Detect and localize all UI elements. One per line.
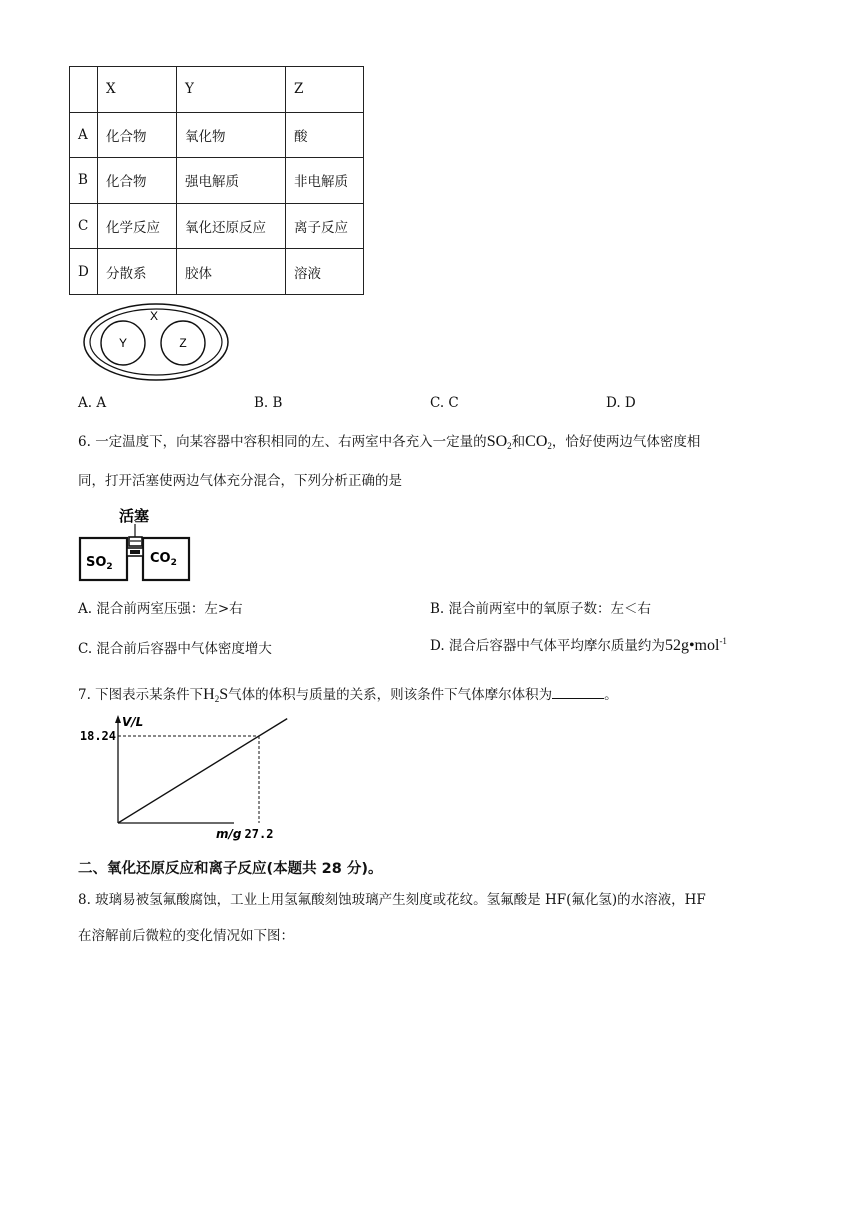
table-row	[70, 112, 364, 158]
q6-number: 6.	[78, 434, 91, 450]
table-cell: 化学反应	[98, 203, 177, 249]
q5-option-c: C. C	[430, 395, 459, 411]
section-heading: 二、氧化还原反应和离子反应(本题共 28 分)。	[78, 861, 383, 877]
table-cell: Y	[177, 67, 286, 113]
table-cell	[70, 67, 98, 113]
table-cell: 氧化物	[177, 112, 286, 158]
q6-option-b: B. 混合前两室中的氧原子数：左＜右	[430, 601, 652, 617]
q6-option-d: D. 混合后容器中气体平均摩尔质量约为52g•mol$^{-1}$	[430, 636, 727, 654]
table-row	[70, 203, 364, 249]
table-cell: Z	[286, 67, 364, 113]
q6-text-b: ，恰好使两边气体密度相	[551, 434, 701, 450]
table-cell: B	[70, 158, 98, 204]
x-tick-label: 27.2	[244, 827, 274, 841]
table-cell: X	[98, 67, 177, 113]
table-cell: D	[70, 249, 98, 295]
chamber-label-co2: $CO_2$	[150, 551, 177, 568]
q6-line-2: 同，打开活塞使两边气体充分混合，下列分析正确的是	[78, 473, 402, 489]
table-cell: C	[70, 203, 98, 249]
volume-mass-chart	[76, 712, 274, 844]
table-cell: 化合物	[98, 112, 177, 158]
q6-container-figure	[78, 503, 193, 583]
q5-option-d: D. D	[606, 395, 636, 411]
table-cell: 胶体	[177, 249, 286, 295]
q5-option-a: A. A	[78, 395, 107, 411]
q6-line-1	[78, 432, 700, 456]
table-cell: 溶液	[286, 249, 364, 295]
answer-blank[interactable]	[552, 686, 604, 699]
q8-line-2: 在溶解前后微粒的变化情况如下图：	[78, 928, 294, 944]
venn-label-y: Y	[118, 336, 128, 350]
y-axis-label: V/L	[122, 715, 144, 729]
y-tick-label: 18.24	[79, 729, 116, 743]
table-row	[70, 249, 364, 295]
q6-option-a: A. 混合前两室压强：左>右	[78, 601, 243, 617]
table-cell: A	[70, 112, 98, 158]
table-row	[70, 158, 364, 204]
chart-axes	[115, 715, 234, 823]
q7-gas-h2s: $H_2S$	[203, 686, 229, 704]
classification-table	[69, 66, 364, 295]
x-axis-label: m/g	[216, 827, 242, 841]
q5-option-b: B. B	[254, 395, 283, 411]
q6-and: 和	[511, 434, 526, 450]
venn-diagram	[80, 302, 240, 382]
q6-option-c: C. 混合前后容器中气体密度增大	[78, 641, 272, 657]
table-cell: 强电解质	[177, 158, 286, 204]
table-cell: 氧化还原反应	[177, 203, 286, 249]
table-cell: 酸	[286, 112, 364, 158]
chamber-label-so2: $SO_2$	[86, 555, 113, 572]
venn-label-z: Z	[179, 336, 187, 350]
venn-label-x: X	[149, 309, 159, 323]
table-cell: 非电解质	[286, 158, 364, 204]
q7-text: 7. 下图表示某条件下$H_2S$气体的体积与质量的关系，则该条件下气体摩尔体积为 。	[78, 686, 618, 704]
q6-gas-co2: $CO_2$	[525, 433, 552, 451]
q6-option-d-value: 52g•mol$^{-1}$	[664, 636, 727, 654]
q6-gas-so2: $SO_2$	[486, 433, 512, 451]
y-axis-arrow	[115, 715, 121, 723]
q8-line-1: 8. 玻璃易被氢氟酸腐蚀，工业上用氢氟酸刻蚀玻璃产生刻度或花纹。氢氟酸是 HF(氟化氢)的水溶液，HF	[78, 892, 706, 908]
table-header-row	[70, 67, 364, 113]
table-cell: 化合物	[98, 158, 177, 204]
data-line	[118, 719, 287, 823]
valve-label: 活塞	[118, 507, 150, 525]
q6-text-a: 一定温度下，向某容器中容积相同的左、右两室中各充入一定量的	[95, 434, 487, 450]
table-cell: 分散系	[98, 249, 177, 295]
table-cell: 离子反应	[286, 203, 364, 249]
